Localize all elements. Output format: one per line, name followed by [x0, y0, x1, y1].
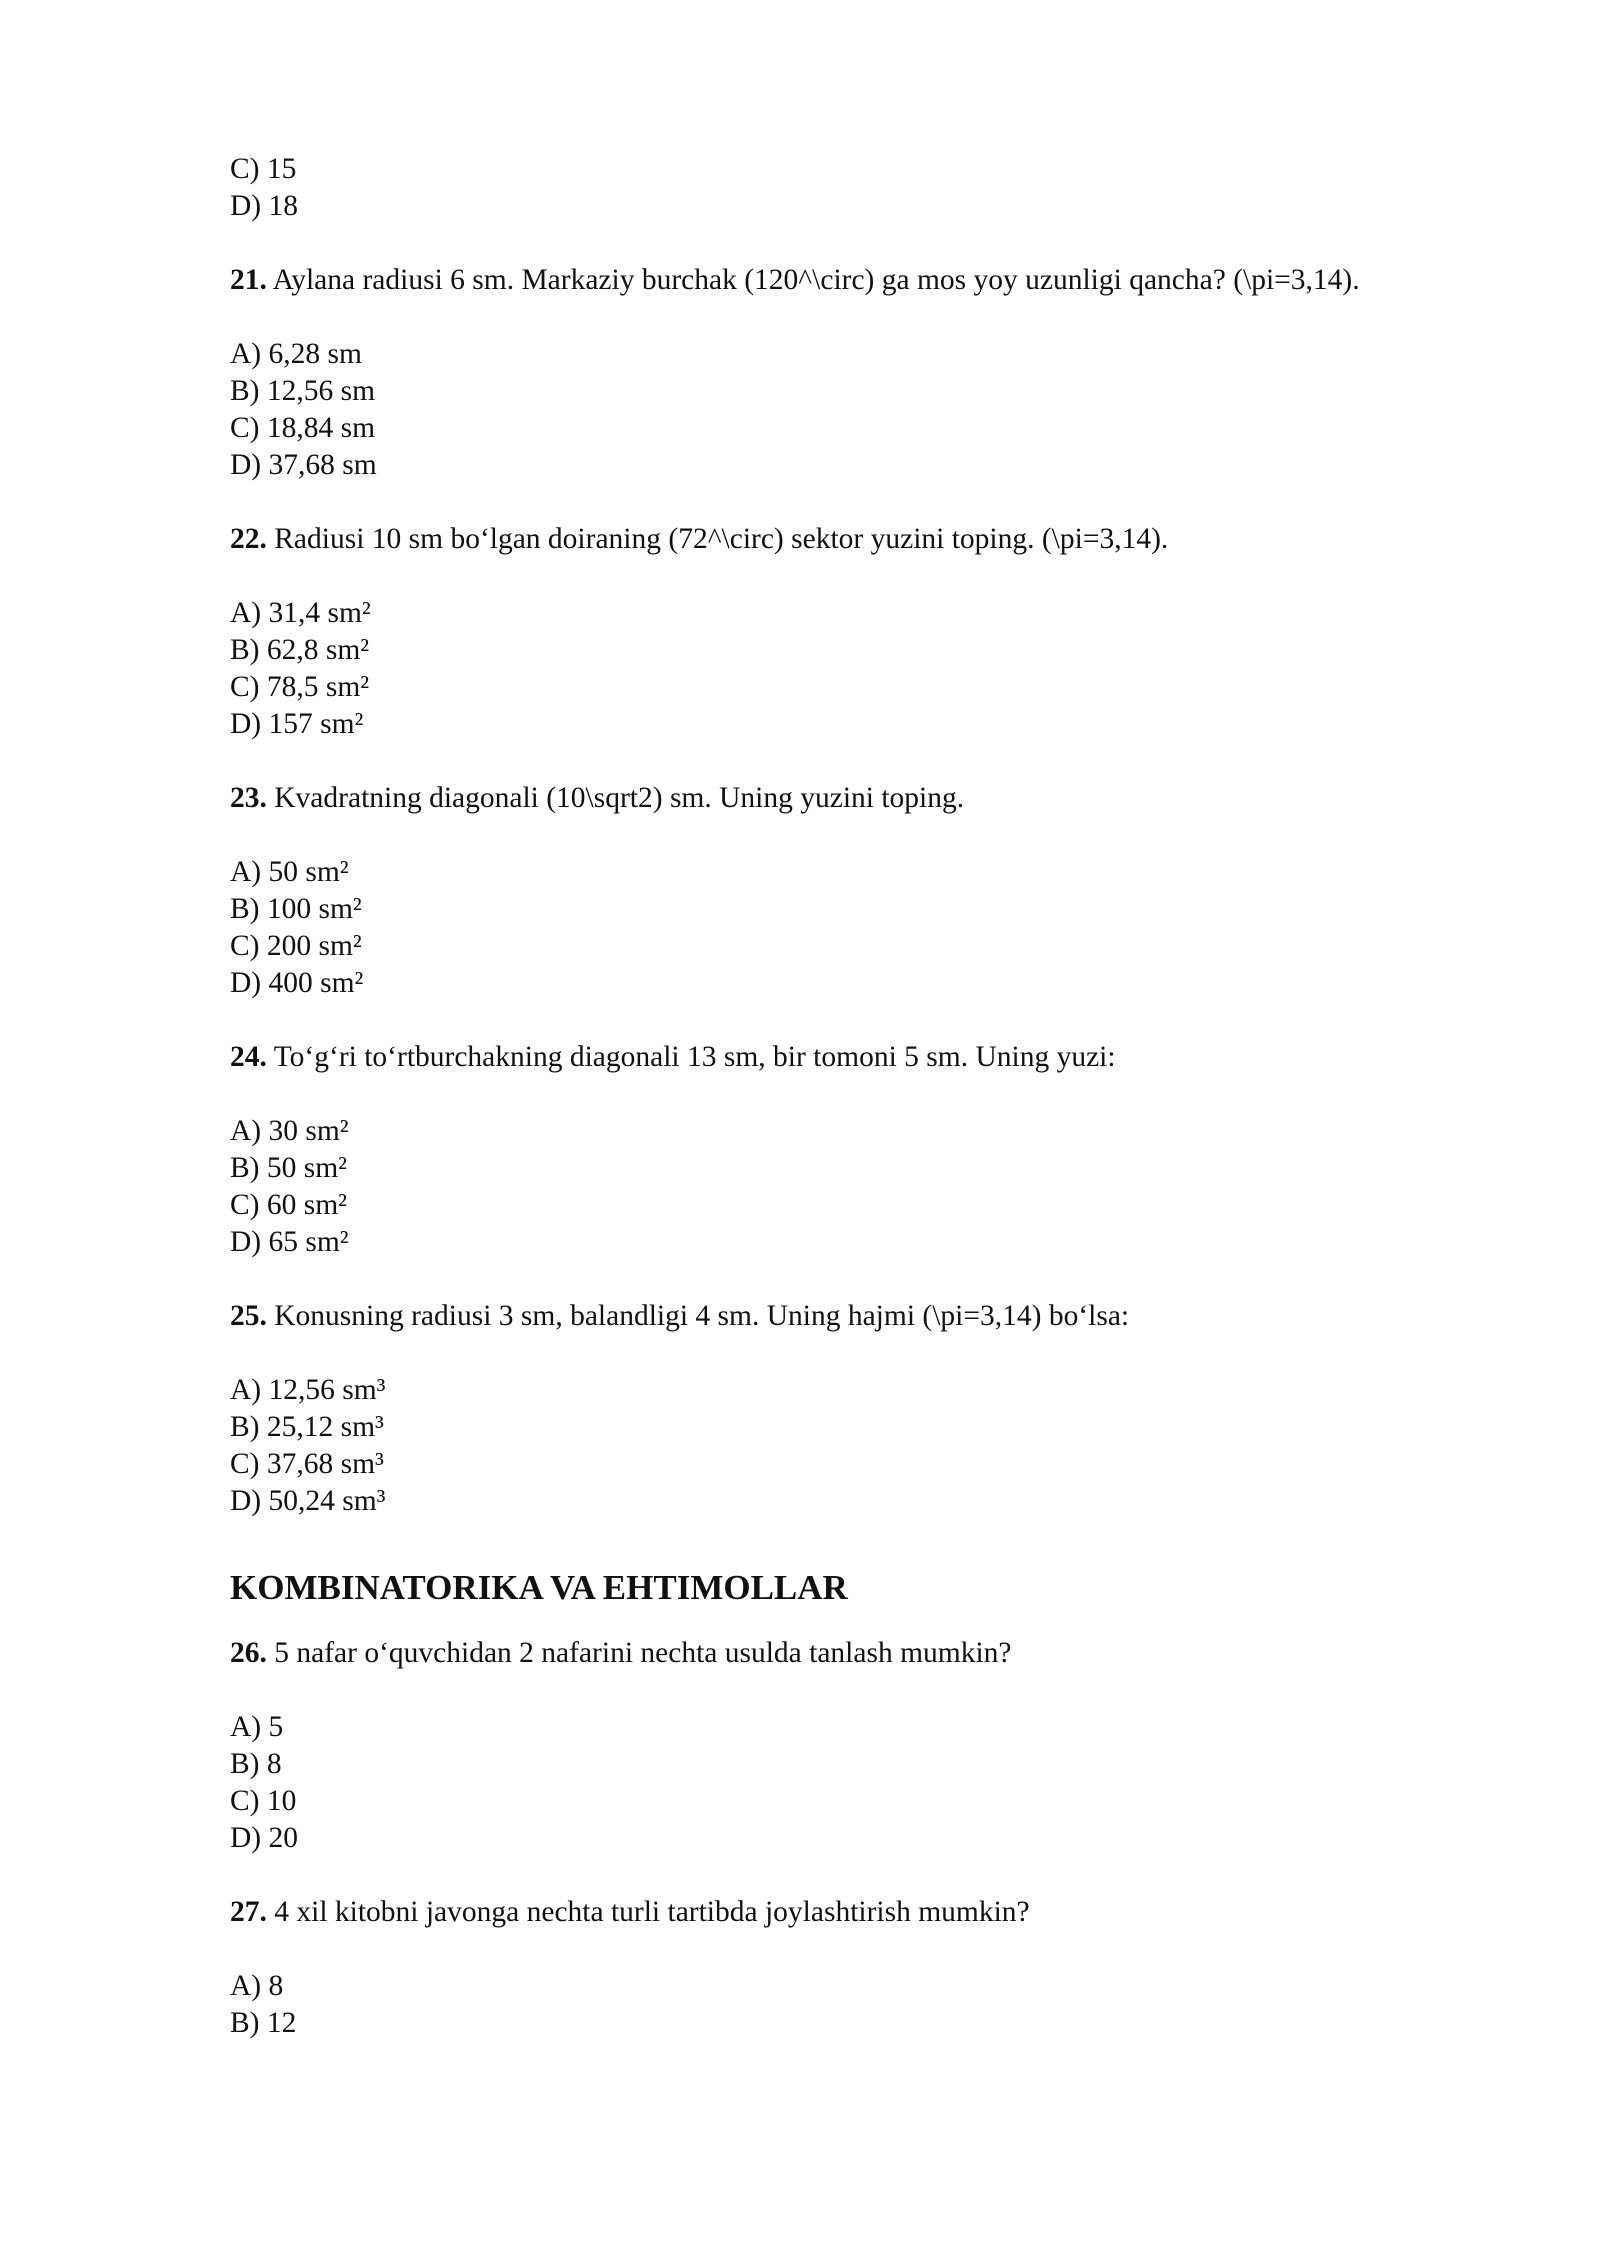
option-line: A) 50 sm² — [230, 856, 349, 888]
spacer — [230, 817, 1490, 854]
option-line: A) 8 — [230, 1970, 284, 2002]
section-heading: KOMBINATORIKA VA EHTIMOLLAR — [230, 1568, 848, 1607]
option-line: C) 60 sm² — [230, 1189, 348, 1221]
question-number: 22. — [230, 523, 267, 555]
option-line: C) 15 — [230, 153, 297, 185]
spacer — [230, 1520, 1490, 1557]
question-number: 27. — [230, 1896, 267, 1928]
spacer — [230, 1261, 1490, 1298]
document-page — [230, 151, 1490, 2042]
question-text: Kvadratning diagonali (10\sqrt2) sm. Uning yuzini toping. — [266, 782, 965, 814]
option-line: D) 65 sm² — [230, 1226, 349, 1258]
question-block-26 — [230, 1635, 1490, 1857]
spacer — [230, 1857, 1490, 1894]
spacer — [230, 1076, 1490, 1113]
spacer — [230, 1002, 1490, 1039]
option-line: D) 37,68 sm — [230, 449, 377, 481]
question-stem — [230, 1298, 1490, 1335]
question-text: 5 nafar o‘quvchidan 2 nafarini nechta usulda tanlash mumkin? — [266, 1637, 1012, 1669]
spacer — [230, 299, 1490, 336]
spacer — [230, 1672, 1490, 1709]
option-line: A) 12,56 sm³ — [230, 1374, 386, 1406]
question-block-24 — [230, 1039, 1490, 1261]
option-line: A) 31,4 sm² — [230, 597, 371, 629]
question-number: 26. — [230, 1637, 267, 1669]
question-number: 23. — [230, 782, 267, 814]
question-block-27 — [230, 1894, 1490, 2042]
option-line: A) 30 sm² — [230, 1115, 349, 1147]
question-number: 25. — [230, 1300, 267, 1332]
option-line: C) 37,68 sm³ — [230, 1448, 384, 1480]
option-line: B) 25,12 sm³ — [230, 1411, 384, 1443]
spacer — [230, 743, 1490, 780]
option-line: A) 6,28 sm — [230, 338, 362, 370]
question-block-25 — [230, 1298, 1490, 1520]
option-line: D) 157 sm² — [230, 708, 364, 740]
question-stem — [230, 780, 1490, 817]
spacer — [230, 1615, 1490, 1635]
question-number: 21. — [230, 264, 267, 296]
option-line: B) 62,8 sm² — [230, 634, 370, 666]
option-line: B) 50 sm² — [230, 1152, 348, 1184]
question-text: 4 xil kitobni javonga nechta turli tartibda joylashtirish mumkin? — [266, 1896, 1030, 1928]
option-line: D) 20 — [230, 1822, 299, 1854]
question-stem — [230, 262, 1490, 299]
question-text: To‘g‘ri to‘rtburchakning diagonali 13 sm, bir tomoni 5 sm. Uning yuzi: — [266, 1041, 1116, 1073]
question-block-23 — [230, 780, 1490, 1002]
question-text: Radiusi 10 sm bo‘lgan doiraning (72^\circ) sektor yuzini toping. (\pi=3,14). — [266, 523, 1169, 555]
option-line: A) 5 — [230, 1711, 284, 1743]
option-line: D) 400 sm² — [230, 967, 364, 999]
question-text: Konusning radiusi 3 sm, balandligi 4 sm. Uning hajmi (\pi=3,14) bo‘lsa: — [266, 1300, 1130, 1332]
option-line: C) 10 — [230, 1785, 297, 1817]
option-line: B) 8 — [230, 1748, 282, 1780]
option-line: C) 18,84 sm — [230, 412, 376, 444]
option-line: D) 18 — [230, 190, 299, 222]
question-stem — [230, 1635, 1490, 1672]
spacer — [230, 484, 1490, 521]
spacer — [230, 225, 1490, 262]
question-stem — [230, 1039, 1490, 1076]
spacer — [230, 1335, 1490, 1372]
carryover-options — [230, 151, 1490, 225]
question-text: Aylana radiusi 6 sm. Markaziy burchak (120^\circ) ga mos yoy uzunligi qancha? (\pi=3,14). — [266, 264, 1360, 296]
option-line: C) 78,5 sm² — [230, 671, 370, 703]
option-line: B) 12,56 sm — [230, 375, 376, 407]
option-line: D) 50,24 sm³ — [230, 1485, 386, 1517]
question-stem — [230, 521, 1490, 558]
question-block-22 — [230, 521, 1490, 743]
option-line: C) 200 sm² — [230, 930, 362, 962]
question-block-21 — [230, 262, 1490, 484]
option-line: B) 100 sm² — [230, 893, 362, 925]
question-stem — [230, 1894, 1490, 1931]
option-line: B) 12 — [230, 2007, 297, 2039]
spacer — [230, 1931, 1490, 1968]
spacer — [230, 558, 1490, 595]
question-number: 24. — [230, 1041, 267, 1073]
